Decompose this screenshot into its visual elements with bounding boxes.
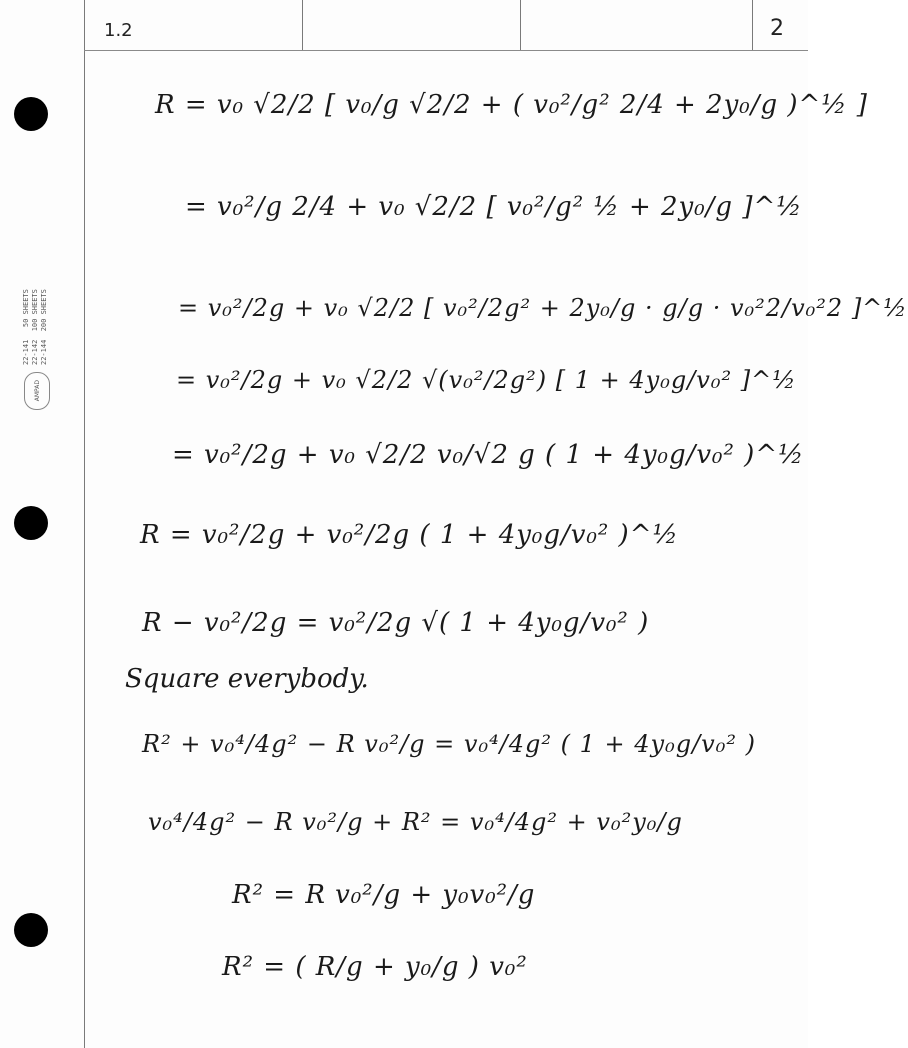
brand-text: AMPAD xyxy=(33,380,41,402)
handwritten-note: Square everybody. xyxy=(125,664,369,694)
header-rule xyxy=(84,50,808,51)
sheet-info-line-3: 22-144 200 SHEETS xyxy=(40,289,48,365)
equation-line-5: = v₀²/2g + v₀ √2/2 v₀/√2 g ( 1 + 4y₀g/v₀² )^½ xyxy=(172,440,805,470)
equation-line-3: = v₀²/2g + v₀ √2/2 [ v₀²/2g² + 2y₀/g · g/g · v₀²2/v₀²2 ]^½ xyxy=(178,294,908,322)
equation-line-2: = v₀²/g 2/4 + v₀ √2/2 [ v₀²/g² ½ + 2y₀/g ]^½ xyxy=(185,192,803,222)
brand-logo xyxy=(24,372,50,410)
equation-line-6: R = v₀²/2g + v₀²/2g ( 1 + 4y₀g/v₀² )^½ xyxy=(140,520,679,550)
equation-line-9: v₀⁴/4g² − R v₀²/g + R² = v₀⁴/4g² + v₀²y₀/g xyxy=(148,808,683,836)
binder-hole-bottom xyxy=(14,913,48,947)
top-left-label: 1.2 xyxy=(104,20,133,41)
equation-line-10: R² = R v₀²/g + y₀v₀²/g xyxy=(232,880,536,910)
equation-line-4: = v₀²/2g + v₀ √2/2 √(v₀²/2g²) [ 1 + 4y₀g/v₀² ]^½ xyxy=(176,366,797,394)
binder-hole-middle xyxy=(14,506,48,540)
header-divider-3 xyxy=(752,0,753,50)
header-divider-2 xyxy=(520,0,521,50)
equation-line-8: R² + v₀⁴/4g² − R v₀²/g = v₀⁴/4g² ( 1 + 4y₀g/v₀² ) xyxy=(142,730,756,758)
margin-line xyxy=(84,0,85,1048)
binder-hole-top xyxy=(14,97,48,131)
equation-line-7: R − v₀²/2g = v₀²/2g √( 1 + 4y₀g/v₀² ) xyxy=(142,608,650,638)
equation-line-11: R² = ( R/g + y₀/g ) v₀² xyxy=(222,952,528,982)
equation-line-1: R = v₀ √2/2 [ v₀/g √2/2 + ( v₀²/g² 2/4 + 2y₀/g )^½ ] xyxy=(155,90,868,120)
sheet-count-label xyxy=(22,255,58,365)
sheet-info-line-1: 22-141 50 SHEETS xyxy=(22,289,30,365)
page-number: 2 xyxy=(770,16,784,41)
header-divider-1 xyxy=(302,0,303,50)
sheet-info-line-2: 22-142 100 SHEETS xyxy=(31,289,39,365)
